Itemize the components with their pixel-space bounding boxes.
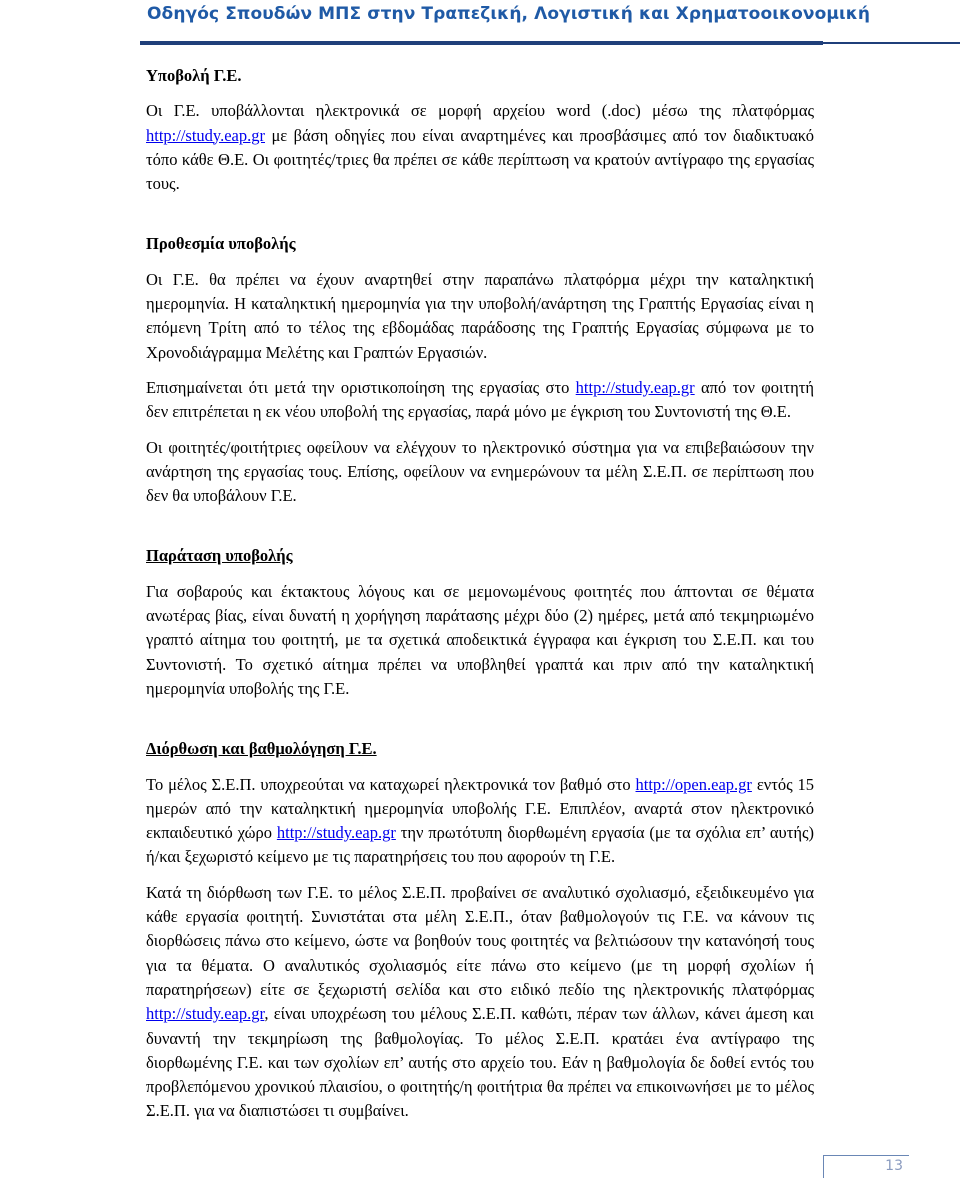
study-eap-link[interactable]: http://study.eap.gr — [276, 823, 396, 843]
study-eap-link[interactable]: http://study.eap.gr — [146, 125, 265, 145]
text: εντός 15 ημερών από την καταληκτική ημερομηνία υποβολής Γ.Ε. Επιπλέον, αναρτά στον ηλεκτρονικό εκπαιδευτικό χώρο — [146, 774, 815, 843]
heading-submission: Υποβολή Γ.Ε. — [146, 66, 242, 85]
study-eap-link[interactable]: http://study.eap.gr — [146, 1004, 265, 1024]
header-title: Οδηγός Σπουδών ΜΠΣ στην Τραπεζική, Λογιστική και Χρηματοοικονομική — [147, 4, 871, 24]
text: Οι Γ.Ε. υποβάλλονται ηλεκτρονικά σε μορφή αρχείου word (.doc) μέσω της πλατφόρμας — [146, 101, 814, 121]
text: , είναι υποχρέωση του μέλους Σ.Ε.Π. καθώτι, πέραν των άλλων, κάνει άμεση και δυναντή την τεκμηρίωση της βαθμολογίας. Το μέλος Σ.Ε.Π. κρατάει ένα αντίγραφο της διορθωμένης Γ.Ε. και των σχολίων επ’ αυτής στο αρχείο του. Εάν η βαθμολογία δε δοθεί εντός του προβλεπόμενου χρονικού πλαισίου, ο φοιτητής/η φοιτήτρια θα πρέπει να επικοινωνήσει με το μέλος Σ.Ε.Π. για να διαπιστώσει τι συμβαίνει. — [146, 1004, 814, 1121]
paragraph-deadline-3: Οι φοιτητές/φοιτήτριες οφείλουν να ελέγχουν το ηλεκτρονικό σύστημα για να επιβεβαιώσουν την ανάρτηση της εργασίας τους. Επίσης, οφείλουν να ενημερώνουν τα μέλη Σ.Ε.Π. σε περίπτωση που δεν θα υποβάλουν Γ.Ε. — [146, 437, 814, 506]
paragraph-submission — [146, 99, 814, 196]
text: από τον φοιτητή δεν επιτρέπεται η εκ νέου υποβολή της εργασίας, παρά μόνο με έγκριση του Συντονιστή της Θ.Ε. — [146, 377, 814, 422]
text: Επισημαίνεται ότι μετά την οριστικοποίηση της εργασίας στο — [146, 377, 570, 397]
text: Το μέλος Σ.Ε.Π. υποχρεούται να καταχωρεί ηλεκτρονικά τον βαθμό στο — [146, 774, 631, 794]
header-rule — [140, 41, 823, 45]
heading-grading: Διόρθωση και βαθμολόγηση Γ.Ε. — [146, 739, 377, 759]
header-rule-extension — [823, 42, 960, 44]
heading-extension: Παράταση υποβολής — [146, 546, 293, 566]
page-number-box — [823, 1155, 909, 1178]
text: την πρωτότυπη διορθωμένη εργασία (με τα σχόλια επ’ αυτής) ή/και ξεχωριστό κείμενο με τις παρατηρήσεις του που αφορούν τη Γ.Ε. — [146, 823, 815, 867]
open-eap-link[interactable]: http://open.eap.gr — [635, 774, 752, 794]
text: Κατά τη διόρθωση των Γ.Ε. το μέλος Σ.Ε.Π. προβαίνει σε αναλυτικό σχολιασμό, εξειδικευμένο για κάθε εργασία φοιτητή. Συνιστάται στα μέλη Σ.Ε.Π., όταν βαθμολογούν τις Γ.Ε. να κάνουν τις διορθώσεις πάνω στο κείμενο, ώστε να βοηθούν τους φοιτητές να βελτιώσουν την κατανόησή τους για τα θέματα. Ο αναλυτικός σχολιασμός είτε πάνω στο κείμενο (με τη μορφή σχολίων ή παρατηρήσεων) είτε σε ξεχωριστή σελίδα και στο ειδικό πεδίο της ηλεκτρονικής πλατφόρμας — [146, 882, 814, 999]
paragraph-deadline-1: Οι Γ.Ε. θα πρέπει να έχουν αναρτηθεί στην παραπάνω πλατφόρμα μέχρι την καταληκτική ημερομηνία. Η καταληκτική ημερομηνία για την υποβολή/ανάρτηση της Γραπτής Εργασίας είναι η επόμενη Τρίτη από το τέλος της εβδομάδας παράδοσης της Γραπτής Εργασίας σύμφωνα με το Χρονοδιάγραμμα Μελέτης και Γραπτών Εργασιών. — [146, 269, 814, 362]
paragraph-grading-1 — [146, 773, 814, 870]
paragraph-grading-2 — [146, 881, 814, 1124]
document-body — [146, 64, 814, 1124]
study-eap-link[interactable]: http://study.eap.gr — [575, 377, 695, 397]
text: με βάση οδηγίες που είναι αναρτημένες και προσβάσιμες από τον διαδικτυακό τόπο κάθε Θ.Ε. Οι φοιτητές/τριες θα πρέπει σε κάθε περίπτωση να κρατούν αντίγραφο της εργασίας τους. — [146, 125, 814, 194]
page-number: 13 — [885, 1158, 903, 1174]
page-header — [0, 0, 960, 48]
paragraph-deadline-2 — [146, 376, 814, 425]
heading-deadline: Προθεσμία υποβολής — [146, 234, 296, 254]
paragraph-extension: Για σοβαρούς και έκτακτους λόγους και σε μεμονωμένους φοιτητές που άπτονται σε θέματα ανωτέρας βίας, είναι δυνατή η χορήγηση παράτασης μέχρι δύο (2) ημέρες, μετά από τεκμηριωμένο γραπτό αίτημα του φοιτητή, με τα σχετικά αποδεικτικά έγγραφα και έγκριση του Σ.Ε.Π. και του Συντονιστή. Το σχετικό αίτημα πρέπει να υποβληθεί γραπτά και πριν από την καταληκτική ημερομηνία υποβολής της Γ.Ε. — [146, 581, 814, 698]
